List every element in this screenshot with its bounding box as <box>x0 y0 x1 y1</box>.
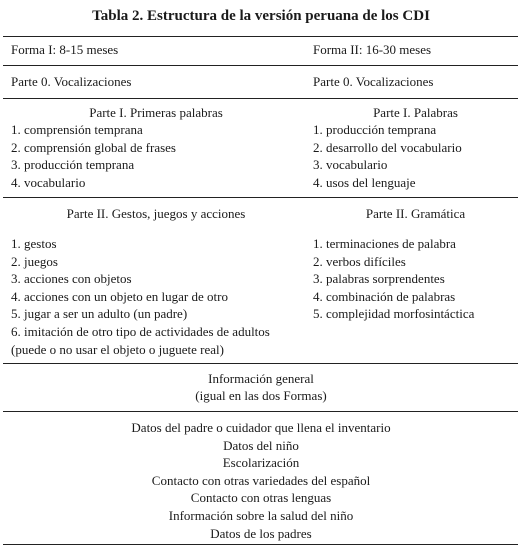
forma1-heading: Forma I: 8-15 meses <box>11 42 119 57</box>
list-item: Escolarización <box>222 455 300 471</box>
list-item: 4. combinación de palabras <box>313 288 456 304</box>
forma2-parte0: Parte 0. Vocalizaciones <box>313 74 434 89</box>
list-item: 1. terminaciones de palabra <box>313 236 456 251</box>
rule-forma <box>3 65 518 66</box>
rule-top <box>3 36 518 37</box>
list-item: 4. vocabulario <box>11 174 86 190</box>
general-subtitle: (igual en las dos Formas) <box>195 388 327 403</box>
rule-parte2 <box>3 363 518 364</box>
rule-parte1 <box>3 197 518 198</box>
general-title: Información general <box>208 371 314 386</box>
list-item: 5. complejidad morfosintáctica <box>313 306 475 322</box>
list-item: 1. comprensión temprana <box>11 122 143 137</box>
list-item: 1. producción temprana <box>313 122 437 137</box>
table-title: Tabla 2. Estructura de la versión peruana de los CDI <box>92 8 430 24</box>
list-item: Contacto con otras variedades del español <box>151 472 371 488</box>
general-list <box>0 419 522 542</box>
list-item: Datos del padre o cuidador que llena el inventario <box>131 420 391 435</box>
forma2-parte1-list <box>313 121 518 191</box>
rule-parte0 <box>3 98 518 99</box>
list-item: 2. comprensión global de frases <box>11 139 176 155</box>
list-item: 4. usos del lenguaje <box>313 174 416 190</box>
list-item: 5. jugar a ser un adulto (un padre) <box>11 306 188 322</box>
list-item: 3. producción temprana <box>11 157 135 173</box>
forma1-parte1-list <box>11 121 301 191</box>
list-item: 4. acciones con un objeto en lugar de otro <box>11 288 228 304</box>
list-item: Datos de los padres <box>210 525 312 541</box>
list-item: 1. gestos <box>11 236 57 251</box>
list-item: 2. juegos <box>11 253 58 269</box>
forma2-heading: Forma II: 16-30 meses <box>313 42 432 57</box>
list-item: 2. verbos difíciles <box>313 253 406 269</box>
forma2-parte2-title: Parte II. Gramática <box>365 206 466 221</box>
list-item: 2. desarrollo del vocabulario <box>313 139 462 155</box>
list-item: 3. palabras sorprendentes <box>313 271 445 287</box>
forma1-parte2-title: Parte II. Gestos, juegos y acciones <box>66 206 246 221</box>
list-item: 3. acciones con objetos <box>11 271 132 287</box>
forma1-parte0: Parte 0. Vocalizaciones <box>11 74 132 89</box>
list-item: Datos del niño <box>223 437 299 453</box>
forma2-parte1-title: Parte I. Palabras <box>373 105 458 120</box>
rule-general <box>3 411 518 412</box>
forma2-parte2-list <box>313 235 518 323</box>
list-item: 3. vocabulario <box>313 157 388 173</box>
list-item: Contacto con otras lenguas <box>190 490 332 506</box>
forma1-parte2-list <box>11 235 301 358</box>
forma1-parte1-title: Parte I. Primeras palabras <box>89 105 223 120</box>
rule-bottom <box>3 544 518 545</box>
list-item: Información sobre la salud del niño <box>168 507 354 523</box>
list-item: 6. imitación de otro tipo de actividades de adultos <box>11 323 270 339</box>
list-item: (puede o no usar el objeto o juguete real) <box>11 341 224 357</box>
